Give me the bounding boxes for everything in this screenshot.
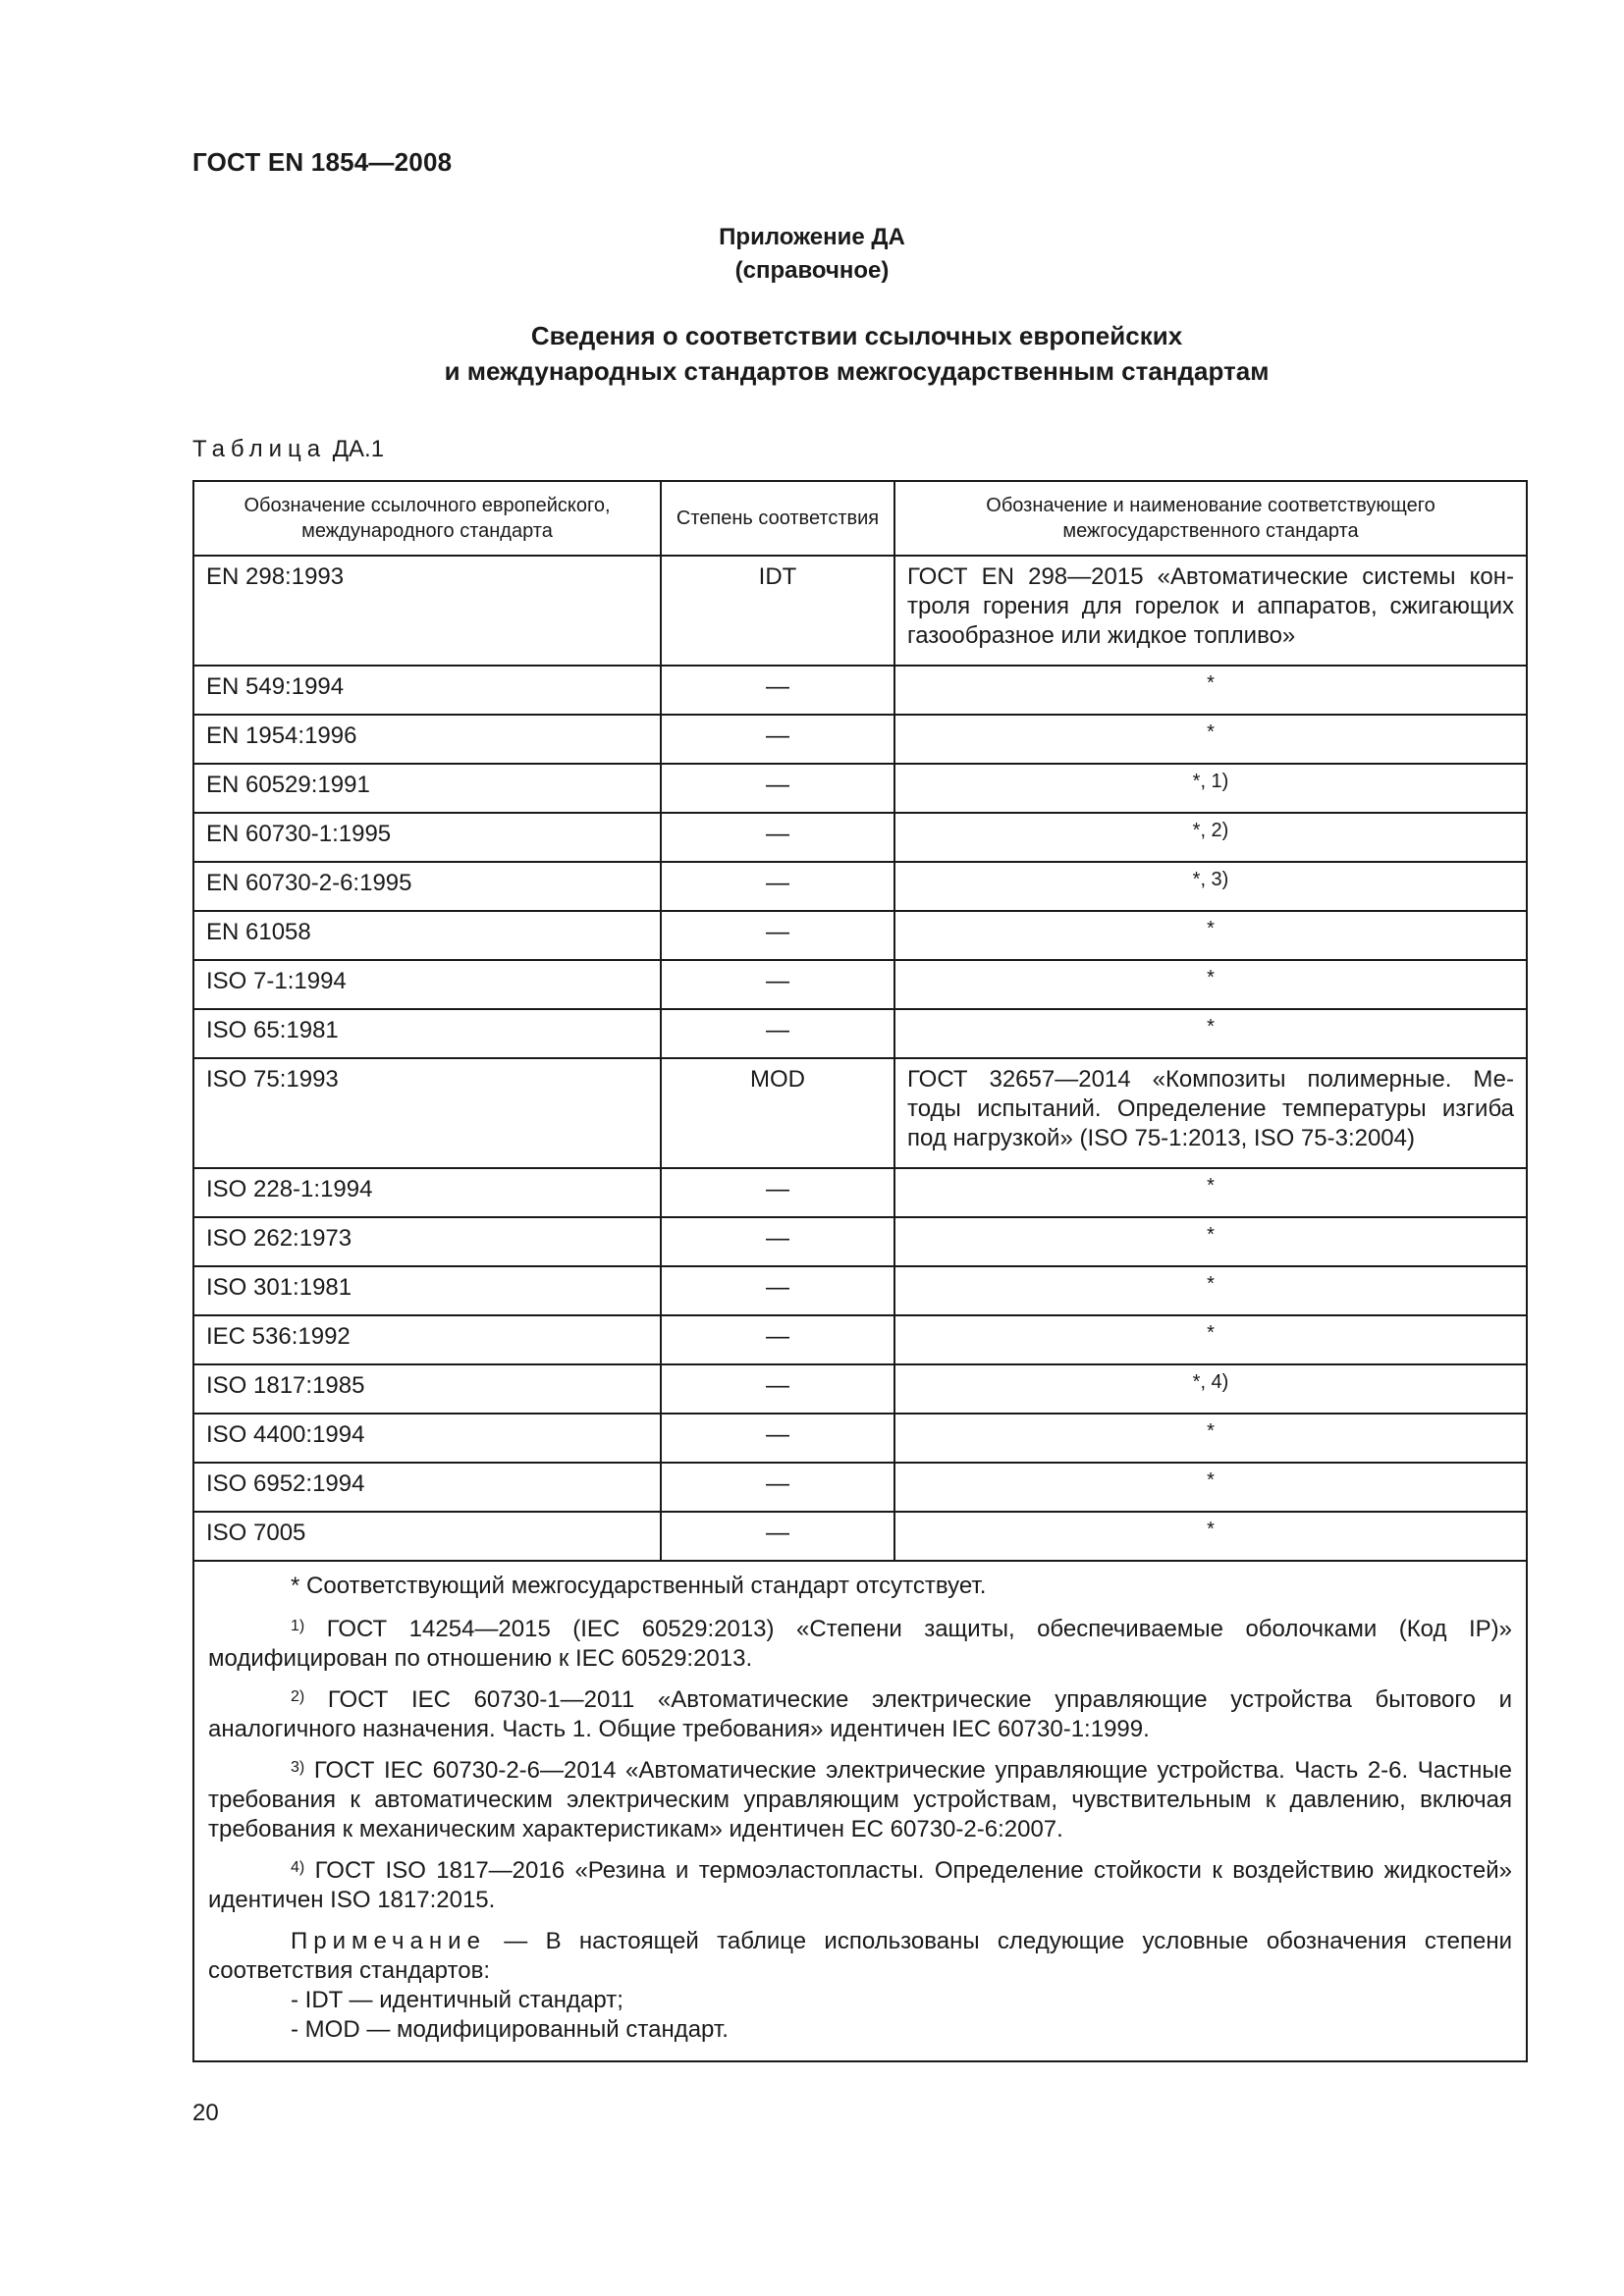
cell-degree: — (661, 960, 894, 1009)
cell-reference-standard: ISO 7005 (193, 1512, 661, 1561)
remark (208, 1927, 1512, 1986)
cell-reference-standard: ISO 301:1981 (193, 1266, 661, 1315)
equivalent-text-line: троля горения для горелок и аппаратов, сжигающих (907, 593, 1514, 619)
table-row (193, 813, 1527, 862)
column-header-equivalent-standard: Обозначение и наименование соответствующего межгосударственного стандарта (894, 481, 1527, 556)
footnote-1-text: ГОСТ 14254—2015 (IEC 60529:2013) «Степени защиты, обеспечиваемые оболочками (Код IP)» модифицирован по отношению к IEC 60529:2013. (208, 1616, 1512, 1672)
cell-reference-standard: EN 298:1993 (193, 556, 661, 666)
cell-equivalent-standard: *, 1) (894, 764, 1527, 813)
table-notes-row (193, 1561, 1527, 2061)
footnote-2 (208, 1685, 1512, 1744)
table-row (193, 715, 1527, 764)
table-row (193, 1364, 1527, 1414)
section-heading-line-1: Сведения о соответствии ссылочных европейских (530, 321, 1183, 350)
table-row (193, 1266, 1527, 1315)
cell-equivalent-standard: * (894, 1414, 1527, 1463)
document-id: ГОСТ EN 1854—2008 (192, 147, 453, 177)
cell-equivalent-standard: * (894, 1463, 1527, 1512)
cell-degree: — (661, 1009, 894, 1058)
cell-reference-standard: ISO 6952:1994 (193, 1463, 661, 1512)
footnote-1-mark: 1) (291, 1618, 305, 1634)
table-row (193, 862, 1527, 911)
cell-equivalent-standard: *, 3) (894, 862, 1527, 911)
standards-table (192, 480, 1528, 2062)
cell-reference-standard: EN 60730-1:1995 (193, 813, 661, 862)
cell-reference-standard: ISO 75:1993 (193, 1058, 661, 1168)
cell-reference-standard: EN 60529:1991 (193, 764, 661, 813)
cell-reference-standard: IEC 536:1992 (193, 1315, 661, 1364)
cell-equivalent-standard: * (894, 1315, 1527, 1364)
table-row (193, 1009, 1527, 1058)
column-header-reference-standard: Обозначение ссылочного европейского, международного стандарта (193, 481, 661, 556)
table-caption-word: Таблица (192, 436, 327, 462)
footnote-2-text: ГОСТ IEC 60730-1—2011 «Автоматические электрические управляющие устройства бытового и аналогичного назначения. Часть 1. Общие требования» идентичен IEC 60730-1:1999. (208, 1686, 1512, 1742)
cell-degree: — (661, 813, 894, 862)
cell-degree: — (661, 666, 894, 715)
table-caption-number: ДА.1 (332, 436, 385, 462)
cell-equivalent-standard: * (894, 1009, 1527, 1058)
cell-reference-standard: EN 61058 (193, 911, 661, 960)
table-row (193, 960, 1527, 1009)
table-row (193, 1512, 1527, 1561)
table-row (193, 556, 1527, 666)
table-body (193, 556, 1527, 1561)
footnote-3-text: ГОСТ IEC 60730-2-6—2014 «Автоматические электрические управляющие устройства. Часть 2-6. Частные требования к автоматическим электрическим управляющим устройствам, чувствительным к давлению, включая требования к механическим характеристикам» идентичен ЕС 60730-2-6:2007. (208, 1757, 1512, 1842)
equivalent-text-line: газообразное или жидкое топливо» (907, 622, 1296, 649)
equivalent-text-line: ГОСТ 32657—2014 «Композиты полимерные. Ме- (907, 1066, 1514, 1093)
cell-equivalent-standard: * (894, 960, 1527, 1009)
cell-equivalent-standard: * (894, 1168, 1527, 1217)
footnote-4-text: ГОСТ ISO 1817—2016 «Резина и термоэластопласты. Определение стойкости к воздействию жидкостей» идентичен ISO 1817:2015. (208, 1857, 1512, 1913)
cell-degree: — (661, 1266, 894, 1315)
equivalent-text-line: ГОСТ EN 298—2015 «Автоматические системы кон- (907, 563, 1514, 590)
cell-equivalent-standard: * (894, 1217, 1527, 1266)
cell-equivalent-standard: * (894, 1512, 1527, 1561)
cell-reference-standard: EN 1954:1996 (193, 715, 661, 764)
table-row (193, 1463, 1527, 1512)
cell-reference-standard: ISO 65:1981 (193, 1009, 661, 1058)
cell-degree: — (661, 1512, 894, 1561)
cell-degree: — (661, 1364, 894, 1414)
remark-item-mod: - MOD — модифицированный стандарт. (291, 2016, 729, 2043)
cell-equivalent-standard: *, 2) (894, 813, 1527, 862)
cell-equivalent-standard (894, 556, 1527, 666)
cell-degree: — (661, 1168, 894, 1217)
section-heading-line-2: и международных стандартов межгосударственным стандартам (444, 356, 1270, 386)
cell-reference-standard: ISO 262:1973 (193, 1217, 661, 1266)
cell-reference-standard: ISO 1817:1985 (193, 1364, 661, 1414)
table-header-row (193, 481, 1527, 556)
cell-degree: — (661, 1217, 894, 1266)
table-row (193, 764, 1527, 813)
remark-item-idt: - IDT — идентичный стандарт; (291, 1987, 623, 2013)
footnote-3-mark: 3) (291, 1759, 305, 1776)
remark-label: Примечание (291, 1928, 486, 1954)
cell-degree: — (661, 715, 894, 764)
equivalent-text-line: под нагрузкой» (ISO 75-1:2013, ISO 75-3:2004) (907, 1125, 1415, 1151)
cell-equivalent-standard: * (894, 1266, 1527, 1315)
table-row (193, 666, 1527, 715)
note-absent: * Соответствующий межгосударственный стандарт отсутствует. (291, 1573, 987, 1599)
footnote-4 (208, 1856, 1512, 1915)
footnote-4-mark: 4) (291, 1859, 305, 1876)
table-row (193, 1217, 1527, 1266)
annex-type: (справочное) (734, 257, 890, 284)
cell-equivalent-standard (894, 1058, 1527, 1168)
cell-reference-standard: EN 60730-2-6:1995 (193, 862, 661, 911)
table-row (193, 1315, 1527, 1364)
table-row (193, 911, 1527, 960)
cell-equivalent-standard: *, 4) (894, 1364, 1527, 1414)
cell-degree: — (661, 911, 894, 960)
equivalent-text-line: тоды испытаний. Определение температуры изгиба (907, 1095, 1514, 1122)
cell-equivalent-standard: * (894, 715, 1527, 764)
cell-degree: MOD (661, 1058, 894, 1168)
cell-degree: — (661, 1463, 894, 1512)
table-caption (192, 436, 384, 463)
annex-title: Приложение ДА (719, 224, 905, 250)
table-notes (193, 1561, 1527, 2061)
footnote-2-mark: 2) (291, 1688, 305, 1705)
table-row (193, 1168, 1527, 1217)
table-row (193, 1058, 1527, 1168)
remark-text: — В настоящей таблице использованы следующие условные обозначения степени соответствия стандартов: (208, 1928, 1512, 1984)
cell-reference-standard: EN 549:1994 (193, 666, 661, 715)
page-number: 20 (192, 2100, 219, 2126)
footnote-1 (208, 1615, 1512, 1674)
cell-degree: — (661, 764, 894, 813)
cell-equivalent-standard: * (894, 911, 1527, 960)
cell-degree: — (661, 862, 894, 911)
cell-degree: — (661, 1315, 894, 1364)
column-header-degree: Степень соответствия (661, 481, 894, 556)
cell-reference-standard: ISO 228-1:1994 (193, 1168, 661, 1217)
cell-degree: IDT (661, 556, 894, 666)
cell-equivalent-standard: * (894, 666, 1527, 715)
table-row (193, 1414, 1527, 1463)
cell-degree: — (661, 1414, 894, 1463)
footnote-3 (208, 1756, 1512, 1844)
cell-reference-standard: ISO 7-1:1994 (193, 960, 661, 1009)
cell-reference-standard: ISO 4400:1994 (193, 1414, 661, 1463)
